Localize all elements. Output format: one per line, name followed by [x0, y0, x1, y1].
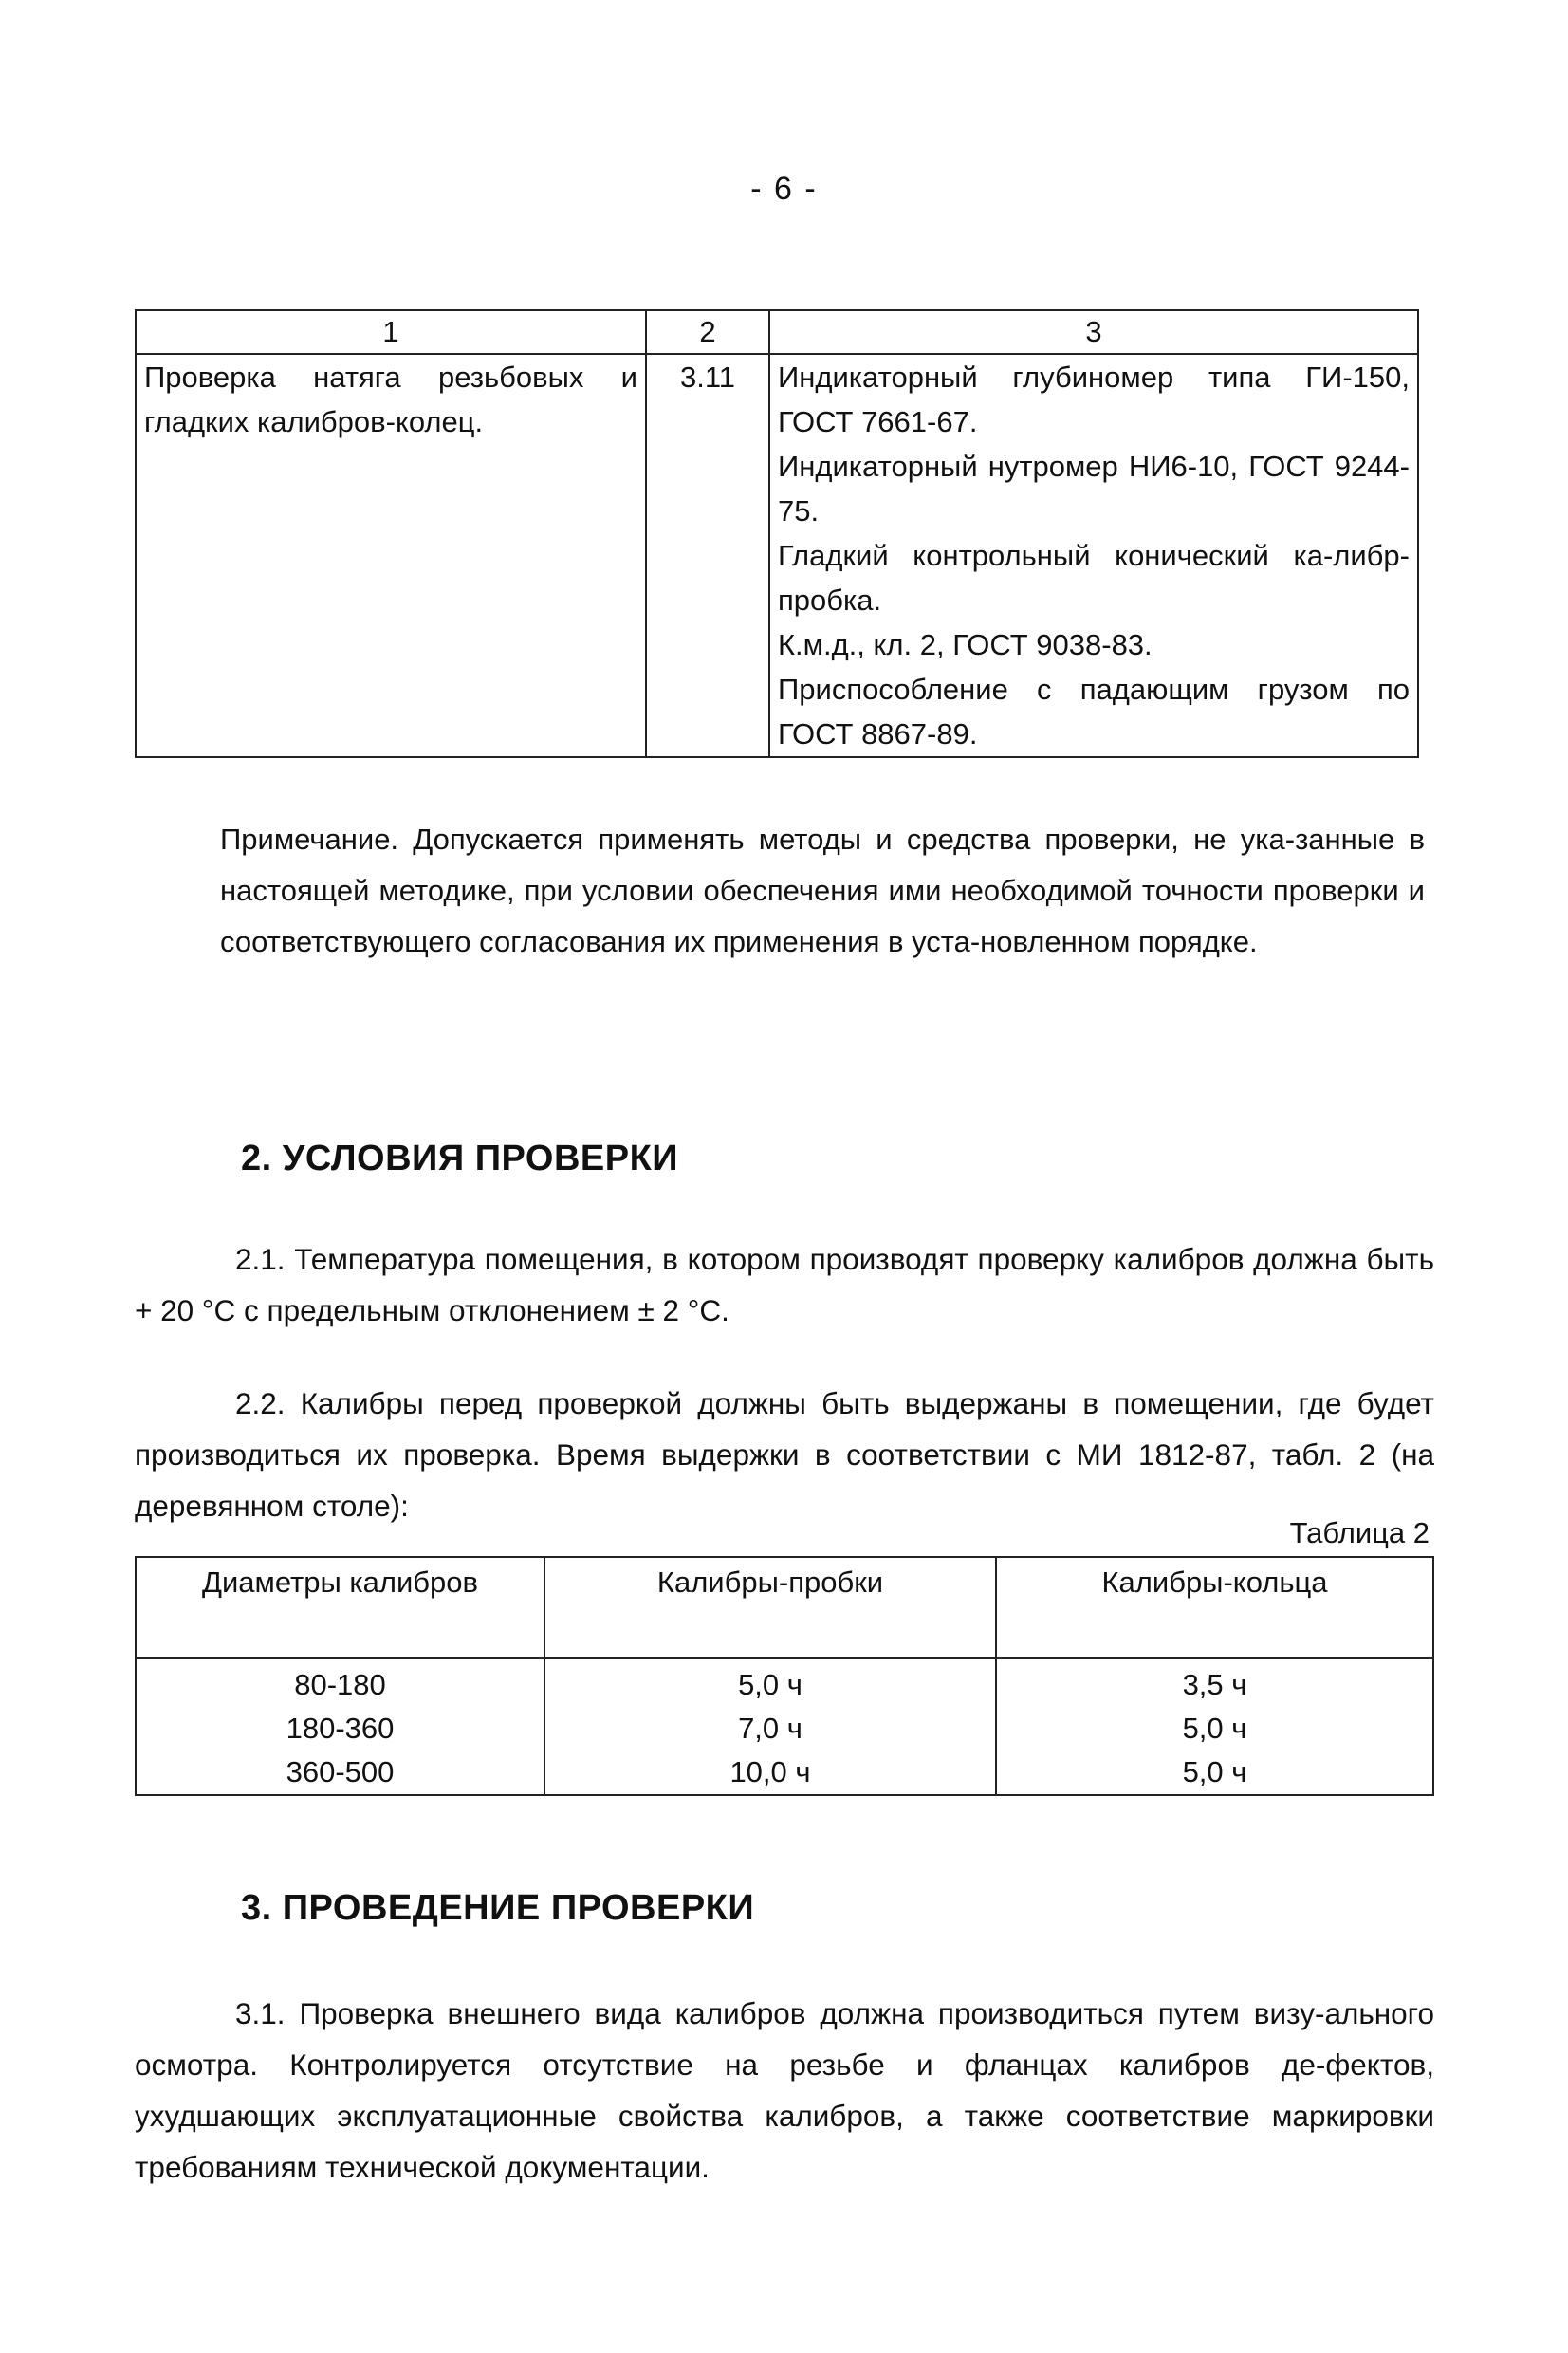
means-item: Индикаторный нутромер НИ6-10, ГОСТ 9244-75. [778, 450, 1410, 528]
section-3-title: 3. ПРОВЕДЕНИЕ ПРОВЕРКИ [241, 1888, 755, 1928]
means-item: Приспособление с падающим грузом по ГОСТ 8867-89. [778, 673, 1410, 750]
means-item: Гладкий контрольный конический ка-либр-пробка. [778, 539, 1410, 617]
operation-cell: Проверка натяга резьбовых и гладких калибров-колец. [136, 354, 646, 757]
header-plug-gauges: Калибры-пробки [544, 1557, 996, 1658]
paragraph-2-1: 2.1. Температура помещения, в котором производят проверку калибров должна быть + 20 °С с предельным отклонением ± 2 °С. [135, 1242, 1434, 1327]
ring-time-cell: 3,5 ч [996, 1658, 1433, 1708]
header-col-1: 1 [136, 310, 646, 354]
means-cell [769, 354, 1418, 757]
header-ring-gauges: Калибры-кольца [996, 1557, 1433, 1658]
diameter-cell: 180-360 [136, 1707, 544, 1751]
holding-time-table [135, 1556, 1434, 1796]
table-header-row [136, 310, 1418, 354]
verification-means-table [135, 309, 1419, 758]
ring-time-cell: 5,0 ч [996, 1707, 1433, 1751]
plug-time-cell: 5,0 ч [544, 1658, 996, 1708]
paragraph-3-1: 3.1. Проверка внешнего вида калибров должна производиться путем визу-ального осмотра. Контролируется отсутствие на резьбе и фланцах калибров де-фектов, ухудшающих эксплуатационные свойства калибров, а также соответствие маркировки требованиям технической документации. [135, 1996, 1434, 2184]
plug-time-cell: 7,0 ч [544, 1707, 996, 1751]
means-item: К.м.д., кл. 2, ГОСТ 9038-83. [778, 628, 1153, 661]
diameter-cell: 80-180 [136, 1658, 544, 1708]
table-row [136, 1751, 1433, 1795]
clause-cell: 3.11 [646, 354, 769, 757]
table-row [136, 354, 1418, 757]
table-2-caption: Таблица 2 [1289, 1516, 1430, 1549]
table-header-row [136, 1557, 1433, 1658]
page-number: - 6 - [750, 171, 818, 207]
diameter-cell: 360-500 [136, 1751, 544, 1795]
paragraph-2-2: 2.2. Калибры перед проверкой должны быть выдержаны в помещении, где будет производиться их проверка. Время выдержки в соответствии с МИ 1812-87, табл. 2 (на деревянном столе): [135, 1386, 1434, 1523]
means-item: Индикаторный глубиномер типа ГИ-150, ГОСТ 7661-67. [778, 361, 1410, 438]
table-row [136, 1658, 1433, 1708]
plug-time-cell: 10,0 ч [544, 1751, 996, 1795]
section-2-title: 2. УСЛОВИЯ ПРОВЕРКИ [241, 1139, 679, 1178]
header-diameters: Диаметры калибров [136, 1557, 544, 1658]
header-col-2: 2 [646, 310, 769, 354]
ring-time-cell: 5,0 ч [996, 1751, 1433, 1795]
note-paragraph: Примечание. Допускается применять методы и средства проверки, не ука-занные в настоящей методике, при условии обеспечения ими необходимой точности проверки и соответствующего согласования их применения в уста-новленном порядке. [220, 823, 1425, 958]
table-row [136, 1707, 1433, 1751]
header-col-3: 3 [769, 310, 1418, 354]
